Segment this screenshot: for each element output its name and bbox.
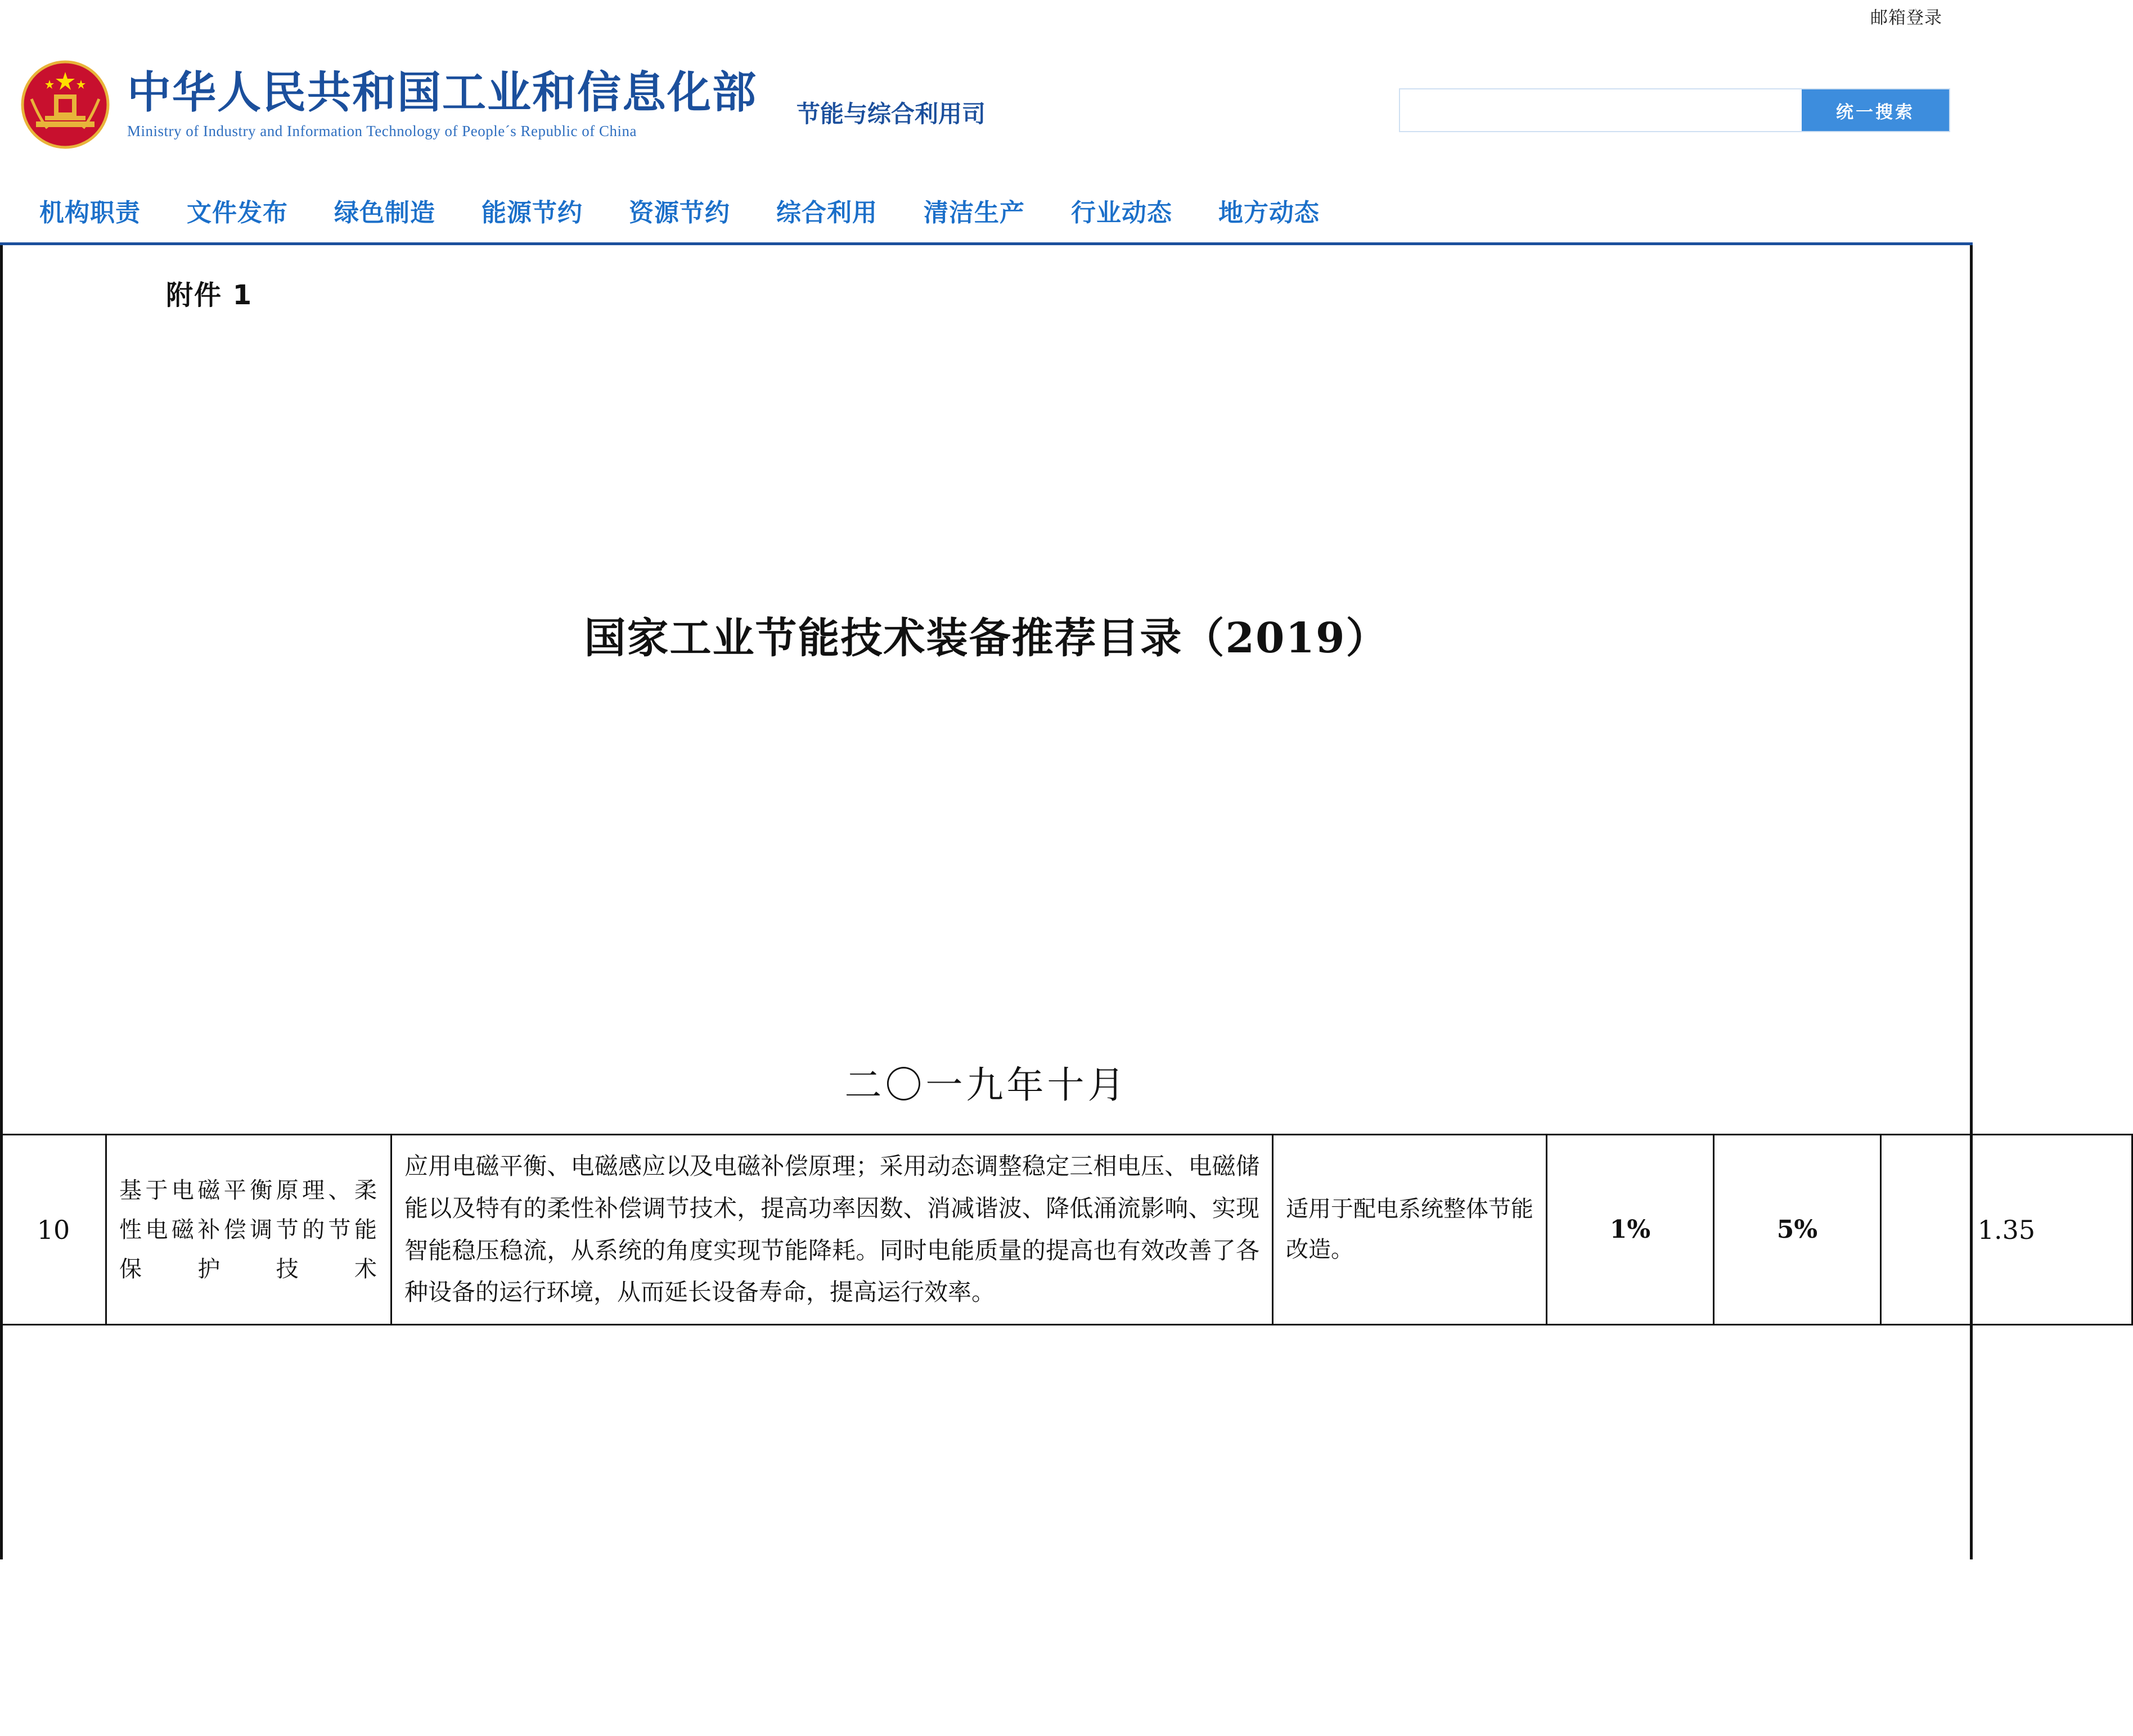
document-viewer: [0, 245, 2036, 1559]
search-button[interactable]: 统一搜索: [1802, 89, 1949, 131]
nav-item-difangdongtai[interactable]: 地方动态: [1218, 198, 1320, 227]
nav-item-qingjieshengchan[interactable]: 清洁生产: [924, 198, 1025, 227]
nav-item-ziyuanjieyue[interactable]: 资源节约: [629, 198, 730, 227]
department-name: 节能与综合利用司: [796, 100, 986, 128]
cell-value-3: 1.35: [1881, 1135, 2132, 1325]
top-utility-bar: [0, 0, 1973, 31]
attachment-label: 附件 1: [166, 279, 253, 311]
catalog-table: [0, 1134, 2133, 1325]
main-navigation: [0, 178, 1973, 245]
site-header: [0, 31, 1973, 178]
nav-item-zongheliyong[interactable]: 综合利用: [776, 198, 878, 227]
cell-value-2: 5%: [1714, 1135, 1881, 1325]
search-input[interactable]: [1400, 89, 1802, 131]
mail-login-link[interactable]: 邮箱登录: [1870, 7, 1942, 28]
nav-item-nengyuanjieyue[interactable]: 能源节约: [482, 198, 583, 227]
nav-item-lvsezhizao[interactable]: 绿色制造: [334, 198, 435, 227]
national-emblem-icon: [20, 60, 110, 150]
search-bar: [1399, 88, 1950, 132]
nav-item-jigouzhize[interactable]: 机构职责: [39, 198, 141, 227]
cell-technology-name: 基于电磁平衡原理、柔性电磁补偿调节的节能保护技术: [106, 1135, 392, 1325]
cell-scope: 适用于配电系统整体节能改造。: [1273, 1135, 1547, 1325]
site-title-block: [127, 69, 757, 139]
document-title: 国家工业节能技术装备推荐目录（2019）: [584, 614, 1389, 662]
cell-index: 10: [1, 1135, 106, 1325]
site-title-english: Ministry of Industry and Information Technology of People´s Republic of China: [127, 122, 637, 139]
site-title-chinese: 中华人民共和国工业和信息化部: [127, 67, 758, 119]
nav-item-wenjianfabu[interactable]: 文件发布: [187, 198, 288, 227]
nav-item-hangyedongtai[interactable]: 行业动态: [1071, 198, 1172, 227]
cell-description: 应用电磁平衡、电磁感应以及电磁补偿原理；采用动态调整稳定三相电压、电磁储能以及特有的柔性补偿调节技术，提高功率因数、消减谐波、降低涌流影响、实现智能稳压稳流，从系统的角度实现节能降耗。同时电能质量的提高也有效改善了各种设备的运行环境，从而延长设备寿命，提高运行效率。: [392, 1135, 1273, 1325]
table-row: [1, 1135, 2132, 1325]
cell-value-1: 1%: [1547, 1135, 1714, 1325]
document-date: 二〇一九年十月: [844, 1063, 1128, 1107]
